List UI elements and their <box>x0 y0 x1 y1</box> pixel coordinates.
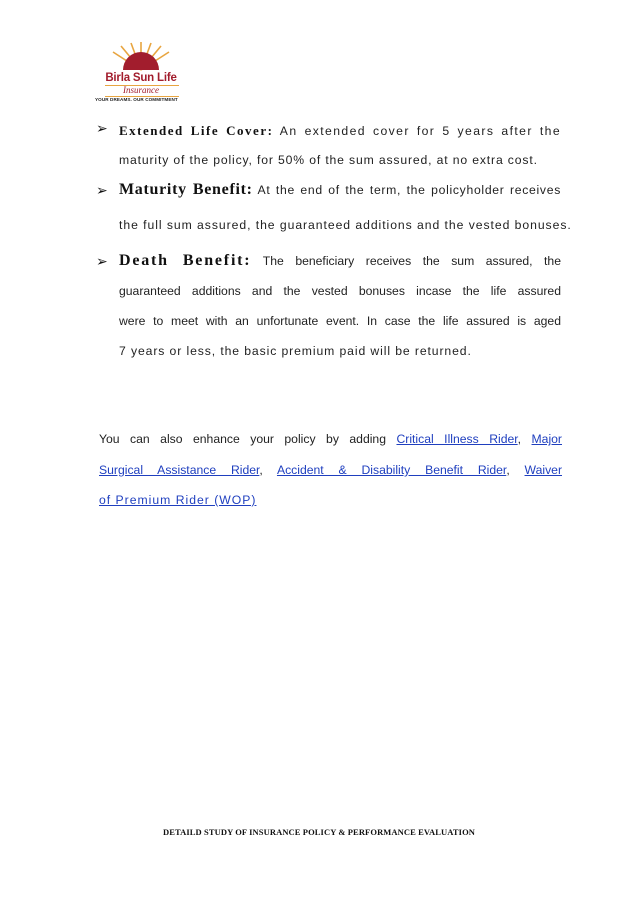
bullet-2-text: At the end of the term, the policyholder receives <box>252 183 561 197</box>
bullet-2-heading: Maturity Benefit: <box>119 181 253 198</box>
separator-text: , <box>259 463 277 477</box>
logo-tagline: YOUR DREAMS. OUR COMMITMENT <box>95 97 178 102</box>
waiver-premium-rider-link[interactable]: of Premium Rider (WOP) <box>99 493 257 507</box>
bullet-3-line-3: were to meet with an unfortunate event. In case the life assured is aged <box>119 314 561 328</box>
accident-disability-rider-link[interactable]: Accident & Disability Benefit Rider <box>276 463 507 477</box>
bullet-1-text: An extended cover for 5 years after the <box>273 124 562 138</box>
page-footer: DETAILD STUDY OF INSURANCE POLICY & PERFORMANCE EVALUATION <box>162 827 476 837</box>
bullet-3-line-4: 7 years or less, the basic premium paid will be returned. <box>119 344 472 358</box>
arrow-bullet-icon: ➢ <box>96 183 108 199</box>
waiver-premium-rider-link[interactable]: Waiver <box>524 463 562 477</box>
critical-illness-rider-link[interactable]: Critical Illness Rider <box>396 432 518 446</box>
company-logo <box>93 38 189 106</box>
bullet-1-line-1 <box>119 123 561 139</box>
arrow-bullet-icon: ➢ <box>96 121 108 137</box>
bullet-3-line-2: guaranteed additions and the vested bonuses incase the life assured <box>119 284 561 298</box>
bullet-1-heading: Extended Life Cover: <box>119 123 274 138</box>
bullet-1-line-2: maturity of the policy, for 50% of the sum assured, at no extra cost. <box>119 153 538 167</box>
major-surgical-rider-link[interactable]: Surgical Assistance Rider <box>99 463 260 477</box>
enhance-line-2 <box>99 463 562 477</box>
major-surgical-rider-link[interactable]: Major <box>531 432 562 446</box>
bullet-3-heading: Death Benefit: <box>119 252 252 269</box>
logo-sub-text: Insurance <box>123 85 159 95</box>
bullet-3-text: The beneficiary receives the sum assured, the <box>251 254 561 268</box>
bullet-2-line-2: the full sum assured, the guaranteed additions and the vested bonuses. <box>119 218 572 232</box>
arrow-bullet-icon: ➢ <box>96 254 108 270</box>
bullet-2-line-1 <box>119 181 561 199</box>
bullet-3-line-1 <box>119 252 561 270</box>
enhance-line-1 <box>99 432 562 446</box>
separator-text: , <box>506 463 525 477</box>
enhance-line-3 <box>99 493 256 507</box>
enhance-intro-text: You can also enhance your policy by adding <box>99 432 397 446</box>
separator-text: , <box>517 432 532 446</box>
logo-brand-text: Birla Sun Life <box>105 72 177 84</box>
